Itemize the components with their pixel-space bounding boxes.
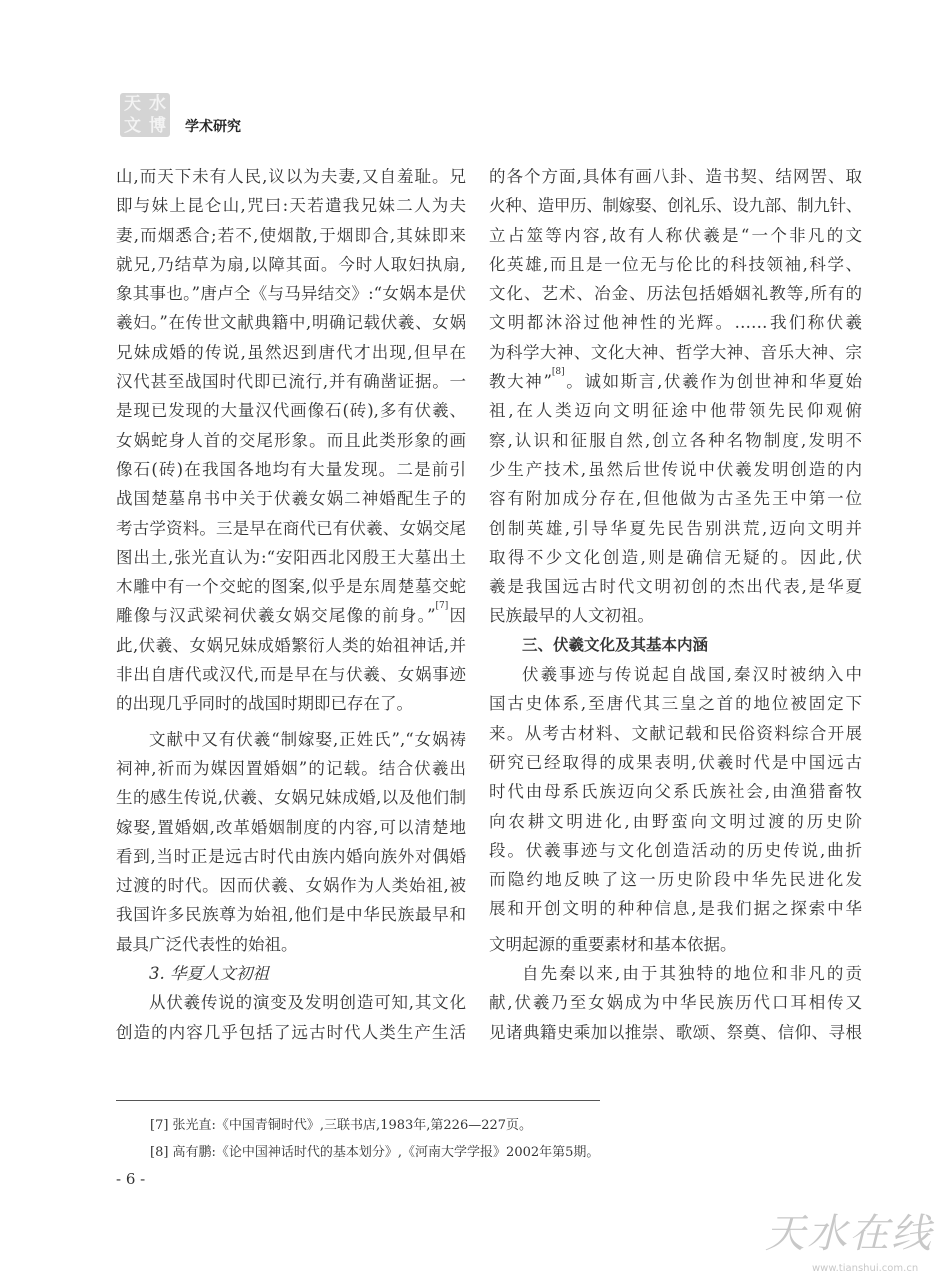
- text-line: 为科学大神、文化大神、哲学大神、音乐大神、宗: [489, 342, 862, 362]
- text-line: 来。从考古材料、文献记载和民俗资料综合开展: [489, 723, 862, 743]
- text-line: 最具广泛代表性的始祖。: [116, 934, 298, 954]
- text-line: 文明都沐浴过他神性的光辉。……我们称伏羲: [489, 313, 862, 333]
- text-line: 汉代甚至战国时代即已流行,并有确凿证据。一: [116, 372, 466, 392]
- section-title: 学术研究: [185, 119, 241, 135]
- page-number: - 6 -: [116, 1170, 146, 1188]
- text-line: 立占筮等内容,故有人称伏羲是“一个非凡的文: [489, 225, 862, 245]
- text-line: 我国许多民族尊为始祖,他们是中华民族最早和: [116, 905, 466, 925]
- subsection-heading: 3. 华夏人文初祖: [149, 964, 269, 984]
- text-line: 就兄,乃结草为扇,以障其面。今时人取妇执扇,: [116, 254, 466, 274]
- text-line: 看到,当时正是远古时代由族内婚向族外对偶婚: [116, 846, 466, 866]
- text-line: 伏羲事迹与传说起自战国,秦汉时被纳入中: [522, 665, 862, 685]
- text-line: 女娲蛇身人首的交尾形象。而且此类形象的画: [116, 430, 466, 450]
- text-line: 从伏羲传说的演变及发明创造可知,其文化: [149, 993, 466, 1013]
- text-line: 文明起源的重要素材和基本依据。: [489, 934, 737, 954]
- journal-logo: [120, 93, 170, 137]
- text-line: 此,伏羲、女娲兄妹成婚繁衍人类的始祖神话,并: [116, 635, 466, 655]
- text-line: 创造的内容几乎包括了远古时代人类生产生活: [116, 1022, 466, 1042]
- watermark-logo: 天水在线: [765, 1211, 933, 1257]
- text-line: 段。伏羲事迹与文化创造活动的历史传说,曲折: [489, 840, 862, 860]
- text-line: 文化、艺术、冶金、历法包括婚姻礼教等,所有的: [489, 284, 862, 304]
- logo-char: 文: [124, 116, 141, 136]
- text-line: 自先秦以来,由于其独特的地位和非凡的贡: [522, 964, 862, 984]
- text-line: 向农耕文明进化,由野蛮向文明过渡的历史阶: [489, 811, 862, 831]
- text-line: 献,伏羲乃至女娲成为中华民族历代口耳相传又: [489, 993, 862, 1013]
- logo-char: 天: [124, 94, 141, 114]
- text-line: 取得不少文化创造,则是确信无疑的。因此,伏: [489, 547, 862, 567]
- text-line: 展和开创文明的种种信息,是我们据之探索中华: [489, 899, 862, 919]
- text-line: 容有附加成分存在,但他做为古圣先王中第一位: [489, 489, 862, 509]
- text-line: 雕像与汉武梁祠伏羲女娲交尾像的前身。”[7]因: [116, 601, 467, 626]
- text-line: 见诸典籍史乘加以推崇、歌颂、祭奠、信仰、寻根: [489, 1022, 862, 1042]
- text-line: 民族最早的人文初祖。: [489, 606, 654, 626]
- footnote-7: [7] 张光直:《中国青铜时代》,三联书店,1983年,第226—227页。: [150, 1118, 533, 1133]
- text-line: 创制英雄,引导华夏先民告别洪荒,迈向文明并: [489, 518, 862, 538]
- text-line: 而隐约地反映了这一历史阶段中华先民进化发: [489, 870, 862, 890]
- text-line: 战国楚墓帛书中关于伏羲女娲二神婚配生子的: [116, 489, 466, 509]
- text-line: 生的感生传说,伏羲、女娲兄妹成婚,以及他们制: [116, 788, 466, 808]
- text-line: 嫁娶,置婚姻,改革婚姻制度的内容,可以清楚地: [116, 817, 466, 837]
- watermark-url: www.tianshui.com.cn: [812, 1263, 919, 1274]
- text-line: 像石(砖)在我国各地均有大量发现。二是前引: [116, 459, 466, 479]
- text-line: 羲是我国远古时代文明初创的杰出代表,是华夏: [489, 577, 862, 597]
- text-line: 兄妹成婚的传说,虽然迟到唐代才出现,但早在: [116, 342, 466, 362]
- text-line: 即与妹上昆仑山,咒曰:天若遣我兄妹二人为夫: [116, 196, 466, 216]
- text-line: 研究已经取得的成果表明,伏羲时代是中国远古: [489, 752, 862, 772]
- text-line: 少生产技术,虽然后世传说中伏羲发明创造的内: [489, 459, 862, 479]
- right-column: [489, 162, 862, 1047]
- text-line: 羲妇。”在传世文献典籍中,明确记载伏羲、女娲: [116, 313, 466, 333]
- text-line: 教大神”[8]。诚如斯言,伏羲作为创世神和华夏始: [489, 367, 863, 392]
- text-line: 象其事也。”唐卢仝《与马异结交》:“女娲本是伏: [116, 284, 466, 304]
- text-line: 的出现几乎同时的战国时期即已存在了。: [116, 694, 413, 714]
- text-line: 的各个方面,具体有画八卦、造书契、结网罟、取: [489, 167, 862, 186]
- text-line: 是现已发现的大量汉代画像石(砖),多有伏羲、: [116, 401, 466, 421]
- text-line: 山,而天下未有人民,议以为夫妻,又自羞耻。兄: [116, 167, 466, 186]
- text-line: 过渡的时代。因而伏羲、女娲作为人类始祖,被: [116, 876, 466, 896]
- footnote-marker: [8]: [551, 367, 565, 378]
- text-line: 火种、造甲历、制嫁娶、创礼乐、设九部、制九针、: [489, 196, 862, 216]
- text-line: 图出土,张光直认为:“安阳西北冈殷王大墓出土: [116, 547, 466, 567]
- left-column: [116, 162, 466, 1047]
- text-line: 察,认识和征服自然,创立各种名物制度,发明不: [489, 430, 862, 450]
- text-line: 木雕中有一个交蛇的图案,似乎是东周楚墓交蛇: [116, 577, 466, 597]
- text-line: 文献中又有伏羲“制嫁娶,正姓氏”,“女娲祷: [149, 729, 466, 749]
- section-heading: 三、伏羲文化及其基本内涵: [522, 635, 709, 654]
- footnote-8: [8] 高有鹏:《论中国神话时代的基本划分》,《河南大学学报》2002年第5期。: [150, 1145, 600, 1160]
- text-line: 国古史体系,至唐代其三皇之首的地位被固定下: [489, 694, 862, 714]
- text-line: 化英雄,而且是一位无与伦比的科技领袖,科学、: [489, 254, 862, 274]
- logo-char: 水: [149, 94, 166, 114]
- text-line: 祖,在人类迈向文明征途中他带领先民仰观俯: [489, 401, 862, 421]
- logo-char: 博: [149, 116, 166, 136]
- footnote-marker: [7]: [435, 601, 449, 612]
- text-line: 非出自唐代或汉代,而是早在与伏羲、女娲事迹: [116, 665, 466, 685]
- text-line: 妻,而烟悉合;若不,使烟散,于烟即合,其妹即来: [116, 225, 466, 245]
- footnote-divider: [116, 1100, 600, 1101]
- text-line: 时代由母系氏族迈向父系氏族社会,由渔猎畜牧: [489, 782, 862, 802]
- text-line: 祠神,祈而为媒因置婚姻”的记载。结合伏羲出: [116, 758, 466, 778]
- text-line: 考古学资料。三是早在商代已有伏羲、女娲交尾: [116, 518, 466, 538]
